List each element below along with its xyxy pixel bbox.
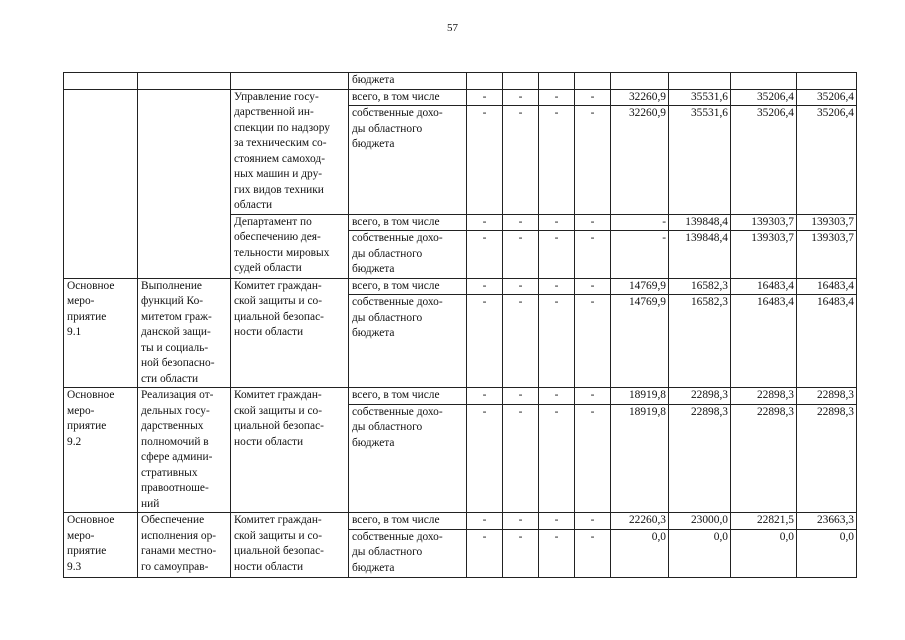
cell-line: сфере админи- [141,451,213,463]
cell-line: Департамент по [234,215,312,228]
value-cell: 139303,7 [797,231,857,279]
value-cell: 139848,4 [669,214,731,231]
cell-line: ды областного [352,311,423,324]
cell-line: Комитет граждан- [234,279,322,292]
value-cell: 22898,3 [797,404,857,512]
cell-line: ности области [234,435,304,448]
cell-line: го самоуправ- [141,560,209,573]
executor-cell [231,89,349,214]
value-cell: 35206,4 [797,89,857,106]
cell-line: судей области [234,262,302,274]
value-cell: 16582,3 [669,278,731,295]
value-cell: - [467,89,503,106]
value-cell: - [503,278,539,295]
cell-line: циальной безопас- [234,545,324,557]
cell-line: ды областного [352,421,423,434]
value-cell: - [467,278,503,295]
cell-line: меро- [67,295,95,307]
value-cell: 23000,0 [669,513,731,530]
cell-line: стративных [141,466,198,479]
value-cell: 16483,4 [731,278,797,295]
value-cell: 35531,6 [669,106,731,214]
value-cell: - [503,529,539,577]
table-row [64,513,857,530]
value-cell: 18919,8 [611,388,669,405]
cell-line: ской защиты и со- [234,529,323,542]
value-cell: 32260,9 [611,106,669,214]
value-cell: - [611,231,669,279]
value-cell [611,73,669,90]
value-cell: 14769,9 [611,278,669,295]
cell-line: ды областного [352,122,423,135]
value-cell: 22898,3 [669,404,731,512]
value-cell: 0,0 [669,529,731,577]
cell-line: всего, в том числе [352,389,440,401]
content-cell [138,73,231,90]
cell-line: Комитет граждан- [234,389,322,401]
value-cell [669,73,731,90]
cell-line: функций Ко- [141,295,204,307]
value-cell: 35206,4 [731,106,797,214]
cell-line: циальной безопас- [234,310,324,323]
value-cell: 32260,9 [611,89,669,106]
value-cell: - [467,214,503,231]
cell-line: Основное [67,279,115,292]
cell-line: дарственной ин- [234,106,314,118]
content-cell [138,513,231,578]
source-cell [349,529,467,577]
value-cell: 139303,7 [731,231,797,279]
cell-line: исполнения ор- [141,529,217,542]
source-cell [349,106,467,214]
cell-line: Обеспечение [141,514,205,526]
value-cell: - [575,231,611,279]
value-cell: - [467,404,503,512]
cell-line: собственные дохо- [352,107,443,120]
cell-line: меро- [67,404,95,417]
cell-line: данской защи- [141,326,211,338]
source-cell [349,214,467,231]
cell-line: собственные дохо- [352,232,443,244]
value-cell: - [575,513,611,530]
value-cell: - [575,404,611,512]
cell-line: ности области [234,326,304,338]
source-cell [349,295,467,388]
cell-line: ды областного [352,247,423,260]
table-row [64,388,857,405]
value-cell: - [575,529,611,577]
table-row [64,89,857,106]
cell-line: ний [141,497,160,510]
measure-cell [64,513,138,578]
value-cell: - [539,278,575,295]
cell-line: циальной безопас- [234,420,324,432]
value-cell: - [503,89,539,106]
source-cell [349,73,467,90]
value-cell: - [611,214,669,231]
executor-cell [231,513,349,578]
value-cell: - [539,89,575,106]
source-cell [349,404,467,512]
value-cell: - [539,214,575,231]
value-cell: - [467,513,503,530]
cell-line: тельности мировых [234,246,330,259]
value-cell: - [467,231,503,279]
cell-line: всего, в том числе [352,514,440,526]
value-cell: 22898,3 [797,388,857,405]
budget-table [63,72,857,578]
cell-line: собственные дохо- [352,296,443,309]
cell-line: меро- [67,529,95,542]
value-cell: 22898,3 [731,404,797,512]
cell-line: приятие [67,545,107,557]
value-cell: - [575,295,611,388]
cell-line: Выполнение [141,279,202,292]
cell-line: 9.3 [67,560,82,573]
cell-line: бюджета [352,74,395,86]
value-cell: - [467,295,503,388]
value-cell: 22260,3 [611,513,669,530]
value-cell: 22898,3 [731,388,797,405]
value-cell: - [467,106,503,214]
value-cell: - [575,106,611,214]
cell-line: Основное [67,389,115,401]
value-cell [731,73,797,90]
value-cell: - [503,106,539,214]
value-cell: - [503,231,539,279]
value-cell: 16582,3 [669,295,731,388]
value-cell: 16483,4 [797,278,857,295]
cell-line: ной безопасно- [141,357,215,369]
value-cell: 35206,4 [731,89,797,106]
value-cell [467,73,503,90]
value-cell: - [503,404,539,512]
cell-line: области [234,199,273,211]
value-cell: 16483,4 [797,295,857,388]
source-cell [349,513,467,530]
source-cell [349,388,467,405]
executor-cell [231,278,349,388]
cell-line: дельных госу- [141,404,210,417]
cell-line: собственные дохо- [352,530,443,543]
cell-line: 9.1 [67,326,82,338]
value-cell: - [467,388,503,405]
value-cell: 0,0 [611,529,669,577]
cell-line: гих видов техники [234,183,324,196]
cell-line: всего, в том числе [352,215,440,228]
value-cell: 35531,6 [669,89,731,106]
content-cell [138,89,231,278]
content-cell [138,278,231,388]
value-cell: 139303,7 [797,214,857,231]
cell-line: бюджета [352,561,395,574]
cell-line: Основное [67,514,115,526]
cell-line: Управление госу- [234,90,319,103]
measure-cell [64,278,138,388]
value-cell [503,73,539,90]
table-row [64,73,857,90]
source-cell [349,89,467,106]
cell-line: ганами местно- [141,545,217,557]
value-cell: - [575,278,611,295]
cell-line: Комитет граждан- [234,514,322,526]
cell-line: ты и социаль- [141,341,209,354]
value-cell: - [539,231,575,279]
measure-cell [64,73,138,90]
cell-line: ды областного [352,546,423,558]
content-cell [138,388,231,513]
cell-line: Реализация от- [141,389,214,401]
value-cell: - [503,295,539,388]
value-cell: 14769,9 [611,295,669,388]
value-cell: - [503,214,539,231]
value-cell: - [575,89,611,106]
value-cell: 22898,3 [669,388,731,405]
executor-cell [231,214,349,278]
cell-line: обеспечению дея- [234,231,321,243]
value-cell [797,73,857,90]
table-row [64,278,857,295]
cell-line: всего, в том числе [352,90,440,103]
value-cell [539,73,575,90]
cell-line: бюджета [352,138,395,151]
value-cell: 35206,4 [797,106,857,214]
executor-cell [231,73,349,90]
value-cell: 0,0 [797,529,857,577]
cell-line: собственные дохо- [352,405,443,418]
value-cell: - [503,513,539,530]
cell-line: митетом граж- [141,310,212,323]
value-cell: 0,0 [731,529,797,577]
value-cell: - [467,529,503,577]
cell-line: ных машин и дру- [234,168,323,180]
value-cell: 139848,4 [669,231,731,279]
value-cell [575,73,611,90]
cell-line: правоотноше- [141,482,209,494]
cell-line: бюджета [352,327,395,340]
value-cell: - [539,388,575,405]
page-number: 57 [447,22,458,34]
value-cell: - [575,388,611,405]
cell-line: за техническим со- [234,137,327,149]
cell-line: ности области [234,560,304,573]
cell-line: стоянием самоход- [234,152,325,165]
cell-line: всего, в том числе [352,279,440,292]
source-cell [349,278,467,295]
value-cell: 18919,8 [611,404,669,512]
value-cell: - [539,529,575,577]
cell-line: сти области [141,372,199,385]
value-cell: - [575,214,611,231]
cell-line: бюджета [352,263,395,275]
value-cell: 22821,5 [731,513,797,530]
measure-cell [64,89,138,278]
cell-line: спекции по надзору [234,121,330,134]
cell-line: бюджета [352,436,395,449]
value-cell: - [539,295,575,388]
value-cell: 16483,4 [731,295,797,388]
value-cell: 23663,3 [797,513,857,530]
value-cell: - [539,404,575,512]
cell-line: ской защиты и со- [234,404,323,417]
cell-line: дарственных [141,420,204,432]
cell-line: приятие [67,420,107,432]
cell-line: 9.2 [67,435,82,448]
cell-line: приятие [67,310,107,323]
value-cell: - [539,513,575,530]
cell-line: ской защиты и со- [234,295,323,307]
cell-line: полномочий в [141,435,209,448]
source-cell [349,231,467,279]
value-cell: - [503,388,539,405]
value-cell: 139303,7 [731,214,797,231]
executor-cell [231,388,349,513]
measure-cell [64,388,138,513]
value-cell: - [539,106,575,214]
